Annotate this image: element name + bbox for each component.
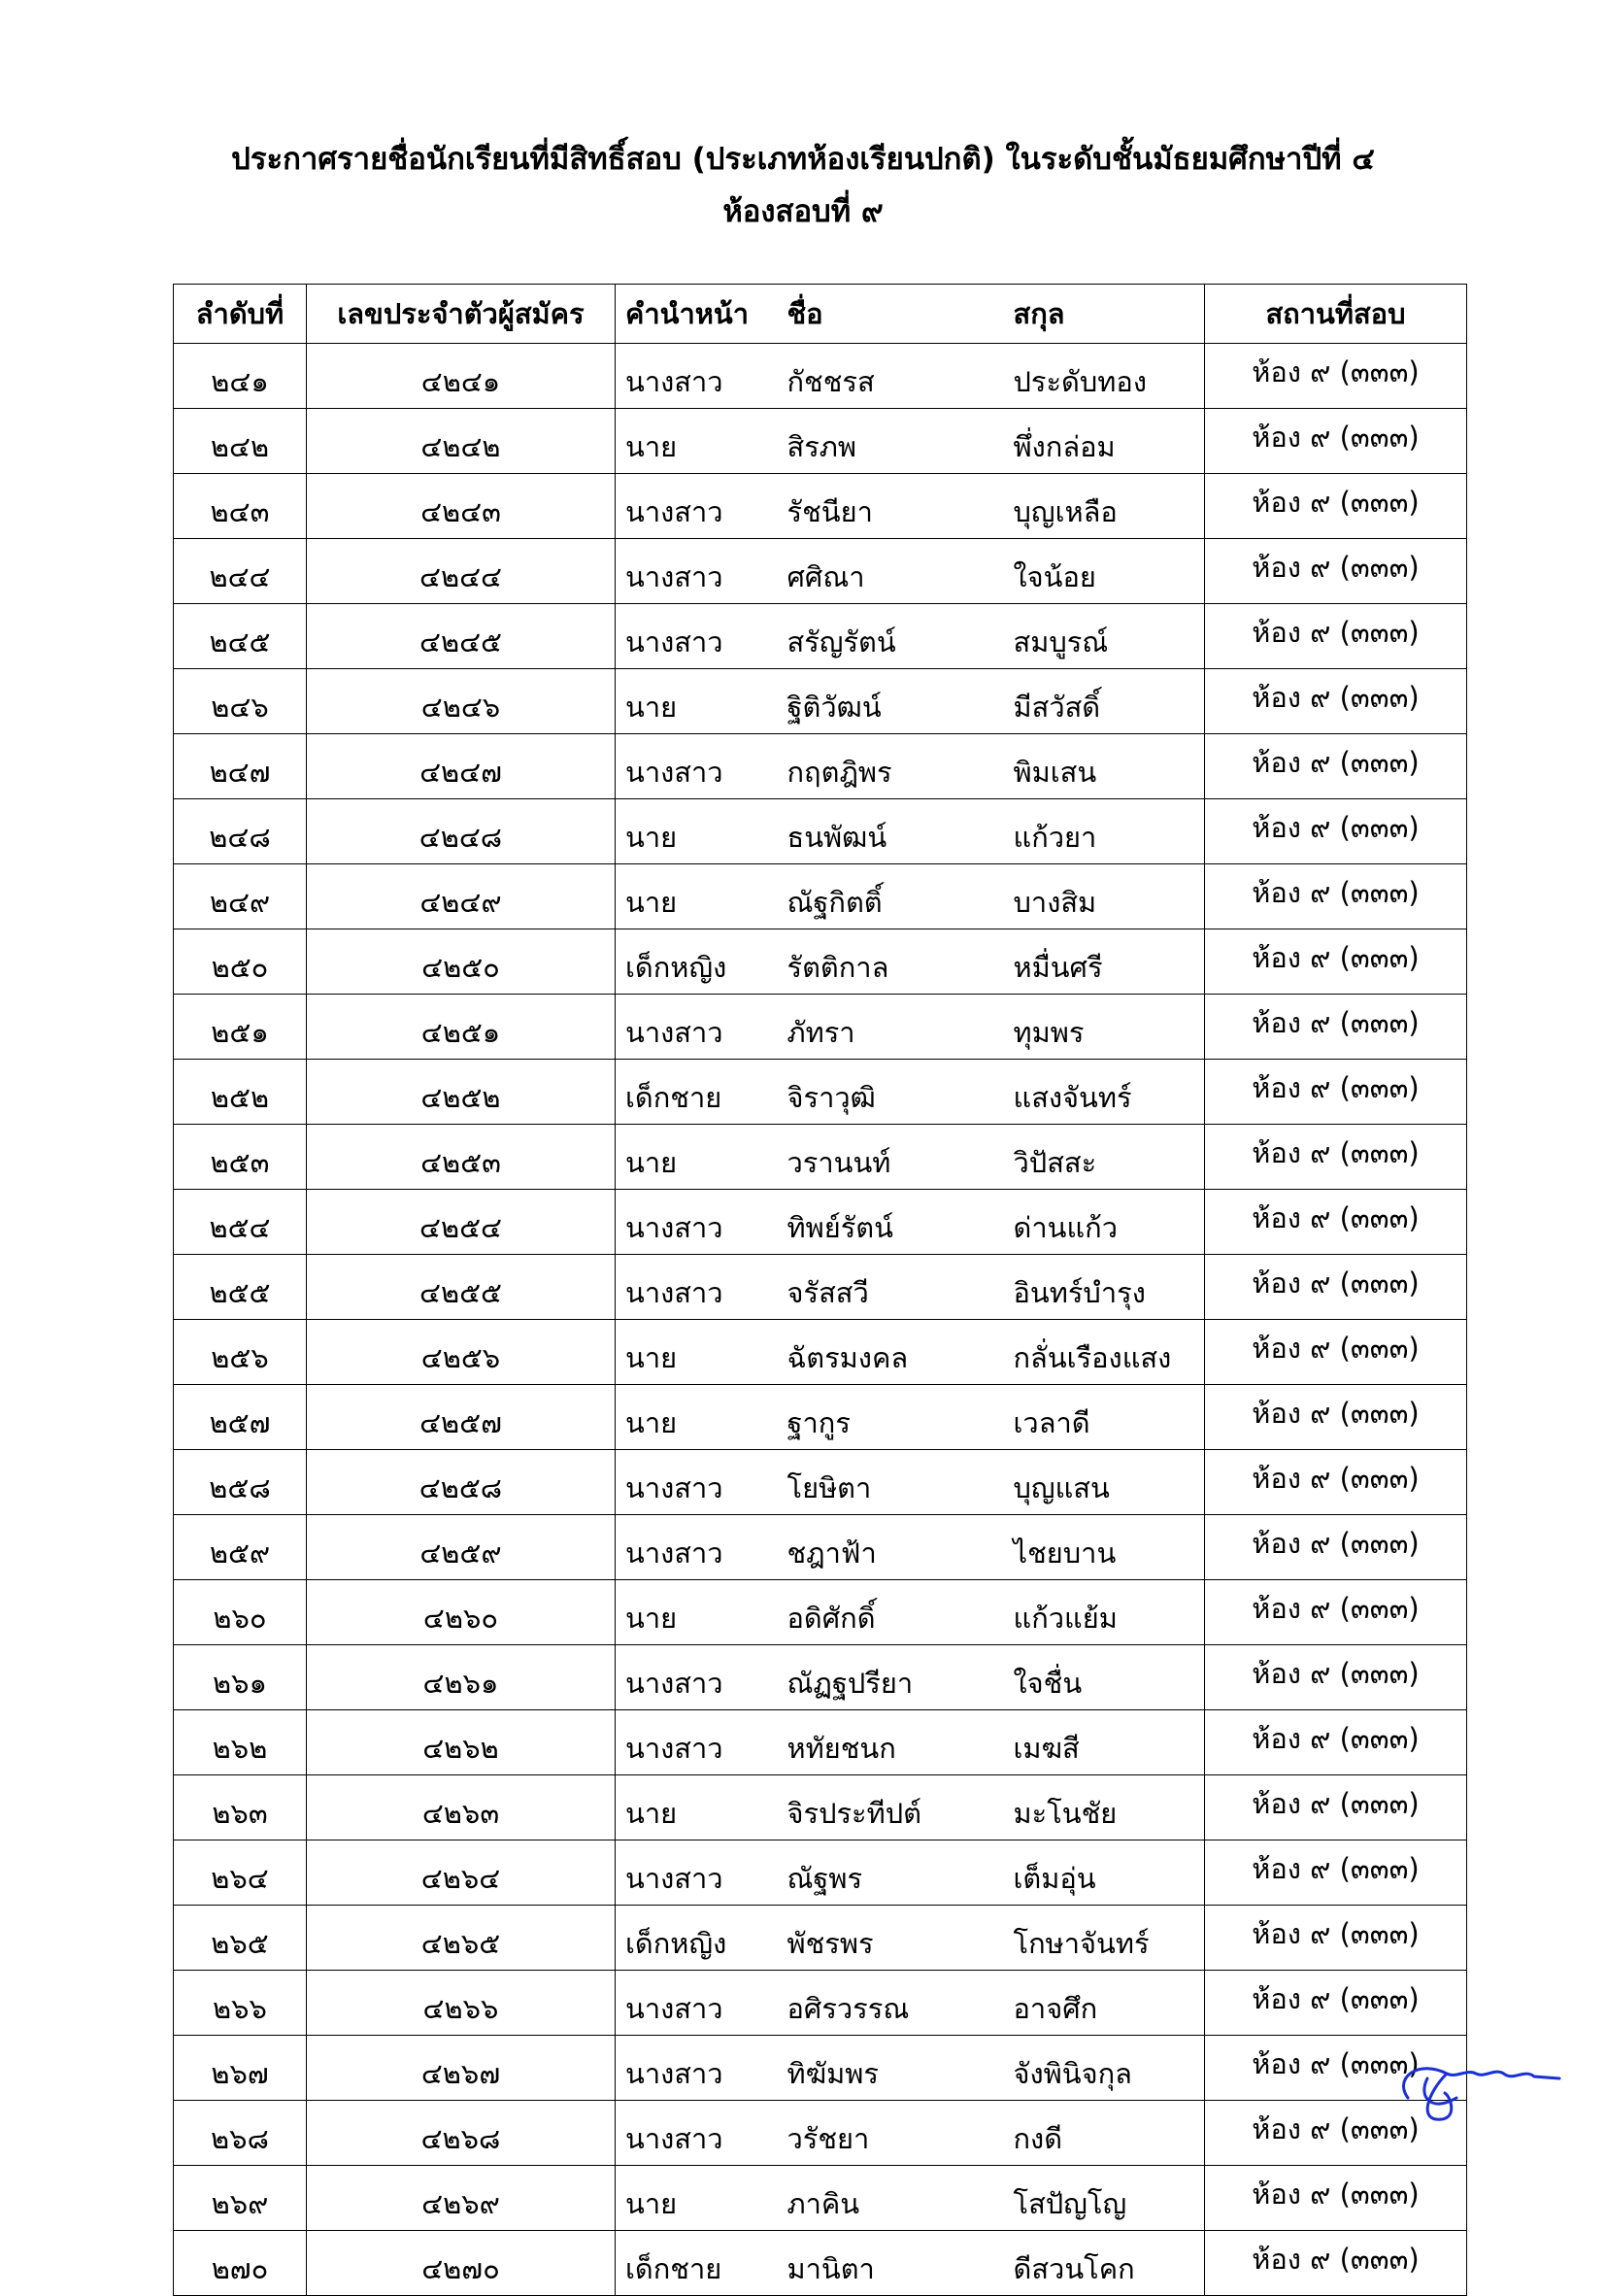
table-row [174, 1970, 1467, 2035]
cell-seq: ๒๖๕ [174, 1905, 307, 1970]
cell-seq: ๒๕๒ [174, 1059, 307, 1124]
cell-applicant-id: ๔๒๗๐ [307, 2230, 616, 2295]
cell-first-name: สิรภพ [778, 408, 1004, 473]
cell-last-name: ด่านแก้ว [1004, 1189, 1205, 1254]
cell-exam-location: ห้อง ๙ (๓๓๓) [1205, 408, 1467, 473]
cell-prefix: นางสาว [616, 2100, 778, 2165]
table-row [174, 1319, 1467, 1384]
cell-applicant-id: ๔๒๔๕ [307, 603, 616, 668]
cell-last-name: แสงจันทร์ [1004, 1059, 1205, 1124]
cell-exam-location: ห้อง ๙ (๓๓๓) [1205, 994, 1467, 1059]
cell-first-name: จิราวุฒิ [778, 1059, 1004, 1124]
table-row [174, 1254, 1467, 1319]
cell-applicant-id: ๔๒๔๑ [307, 343, 616, 408]
table-row [174, 1644, 1467, 1709]
cell-seq: ๒๕๙ [174, 1514, 307, 1579]
cell-prefix: นาย [616, 1124, 778, 1189]
candidate-table [173, 284, 1467, 2296]
cell-last-name: จังพินิจกุล [1004, 2035, 1205, 2100]
cell-prefix: นาย [616, 408, 778, 473]
cell-applicant-id: ๔๒๕๙ [307, 1514, 616, 1579]
cell-exam-location: ห้อง ๙ (๓๓๓) [1205, 2165, 1467, 2230]
cell-exam-location: ห้อง ๙ (๓๓๓) [1205, 733, 1467, 798]
cell-last-name: ใจชื่น [1004, 1644, 1205, 1709]
cell-first-name: ภัทรา [778, 994, 1004, 1059]
cell-applicant-id: ๔๒๕๓ [307, 1124, 616, 1189]
cell-prefix: นางสาว [616, 538, 778, 603]
cell-first-name: ภาคิน [778, 2165, 1004, 2230]
cell-first-name: มานิตา [778, 2230, 1004, 2295]
cell-last-name: หมื่นศรี [1004, 929, 1205, 994]
cell-applicant-id: ๔๒๔๔ [307, 538, 616, 603]
cell-first-name: ทิฆัมพร [778, 2035, 1004, 2100]
cell-exam-location: ห้อง ๙ (๓๓๓) [1205, 1384, 1467, 1449]
cell-last-name: เมฆสี [1004, 1709, 1205, 1774]
cell-last-name: บุญแสน [1004, 1449, 1205, 1514]
cell-prefix: นางสาว [616, 1254, 778, 1319]
table-row [174, 929, 1467, 994]
cell-last-name: วิปัสสะ [1004, 1124, 1205, 1189]
cell-applicant-id: ๔๒๕๔ [307, 1189, 616, 1254]
cell-seq: ๒๗๐ [174, 2230, 307, 2295]
cell-exam-location: ห้อง ๙ (๓๓๓) [1205, 798, 1467, 863]
cell-last-name: อินทร์บำรุง [1004, 1254, 1205, 1319]
page-title: ประกาศรายชื่อนักเรียนที่มีสิทธิ์สอบ (ประเภทห้องเรียนปกติ) ในระดับชั้นมัธยมศึกษาปีที่ ๔ [231, 142, 1375, 177]
cell-last-name: แก้วยา [1004, 798, 1205, 863]
cell-exam-location: ห้อง ๙ (๓๓๓) [1205, 1059, 1467, 1124]
cell-first-name: กัชชรส [778, 343, 1004, 408]
cell-exam-location: ห้อง ๙ (๓๓๓) [1205, 1840, 1467, 1905]
cell-applicant-id: ๔๒๕๑ [307, 994, 616, 1059]
cell-last-name: พิมเสน [1004, 733, 1205, 798]
cell-seq: ๒๖๖ [174, 1970, 307, 2035]
cell-prefix: นาย [616, 798, 778, 863]
header-first-name: ชื่อ [778, 285, 1004, 344]
cell-seq: ๒๕๐ [174, 929, 307, 994]
cell-exam-location: ห้อง ๙ (๓๓๓) [1205, 1254, 1467, 1319]
cell-first-name: วรานนท์ [778, 1124, 1004, 1189]
cell-last-name: เต็มอุ่น [1004, 1840, 1205, 1905]
cell-seq: ๒๔๔ [174, 538, 307, 603]
signature-image [1389, 2040, 1563, 2127]
cell-prefix: นางสาว [616, 1709, 778, 1774]
cell-applicant-id: ๔๒๕๐ [307, 929, 616, 994]
cell-seq: ๒๕๕ [174, 1254, 307, 1319]
cell-applicant-id: ๔๒๖๒ [307, 1709, 616, 1774]
cell-seq: ๒๕๑ [174, 994, 307, 1059]
cell-applicant-id: ๔๒๔๒ [307, 408, 616, 473]
table-row [174, 408, 1467, 473]
cell-seq: ๒๕๓ [174, 1124, 307, 1189]
cell-last-name: มะโนชัย [1004, 1774, 1205, 1840]
cell-exam-location: ห้อง ๙ (๓๓๓) [1205, 603, 1467, 668]
cell-last-name: โกษาจันทร์ [1004, 1905, 1205, 1970]
header-applicant-id: เลขประจำตัวผู้สมัคร [307, 285, 616, 344]
cell-last-name: สมบูรณ์ [1004, 603, 1205, 668]
cell-exam-location: ห้อง ๙ (๓๓๓) [1205, 473, 1467, 538]
cell-first-name: พัชรพร [778, 1905, 1004, 1970]
cell-first-name: ทิพย์รัตน์ [778, 1189, 1004, 1254]
cell-applicant-id: ๔๒๖๕ [307, 1905, 616, 1970]
cell-first-name: จิรประทีปต์ [778, 1774, 1004, 1840]
cell-last-name: แก้วแย้ม [1004, 1579, 1205, 1644]
cell-seq: ๒๔๒ [174, 408, 307, 473]
table-row [174, 1059, 1467, 1124]
cell-first-name: วรัชยา [778, 2100, 1004, 2165]
cell-applicant-id: ๔๒๖๙ [307, 2165, 616, 2230]
cell-prefix: นาย [616, 863, 778, 929]
cell-seq: ๒๕๔ [174, 1189, 307, 1254]
cell-first-name: ธนพัฒน์ [778, 798, 1004, 863]
cell-applicant-id: ๔๒๔๙ [307, 863, 616, 929]
cell-seq: ๒๖๘ [174, 2100, 307, 2165]
cell-prefix: นางสาว [616, 2035, 778, 2100]
table-row [174, 863, 1467, 929]
cell-prefix: นางสาว [616, 473, 778, 538]
cell-applicant-id: ๔๒๕๕ [307, 1254, 616, 1319]
cell-seq: ๒๔๙ [174, 863, 307, 929]
cell-first-name: กฤตฎิพร [778, 733, 1004, 798]
cell-seq: ๒๖๑ [174, 1644, 307, 1709]
table-row [174, 1189, 1467, 1254]
header-last-name: สกุล [1004, 285, 1205, 344]
cell-last-name: โสปัญโญ [1004, 2165, 1205, 2230]
cell-first-name: ฉัตรมงคล [778, 1319, 1004, 1384]
cell-prefix: นาย [616, 1319, 778, 1384]
table-row [174, 2165, 1467, 2230]
cell-prefix: เด็กชาย [616, 1059, 778, 1124]
cell-last-name: บุญเหลือ [1004, 473, 1205, 538]
cell-exam-location: ห้อง ๙ (๓๓๓) [1205, 1319, 1467, 1384]
cell-prefix: นางสาว [616, 994, 778, 1059]
cell-applicant-id: ๔๒๖๘ [307, 2100, 616, 2165]
cell-last-name: ใจน้อย [1004, 538, 1205, 603]
cell-last-name: กงดี [1004, 2100, 1205, 2165]
cell-first-name: ฐิติวัฒน์ [778, 668, 1004, 733]
cell-applicant-id: ๔๒๖๖ [307, 1970, 616, 2035]
table-header-row [174, 285, 1467, 344]
cell-exam-location: ห้อง ๙ (๓๓๓) [1205, 2230, 1467, 2295]
cell-first-name: อดิศักดิ์ [778, 1579, 1004, 1644]
cell-prefix: นางสาว [616, 1189, 778, 1254]
cell-last-name: มีสวัสดิ์ [1004, 668, 1205, 733]
cell-prefix: นางสาว [616, 1514, 778, 1579]
cell-exam-location: ห้อง ๙ (๓๓๓) [1205, 668, 1467, 733]
table-row [174, 1905, 1467, 1970]
cell-prefix: นาย [616, 668, 778, 733]
cell-exam-location: ห้อง ๙ (๓๓๓) [1205, 1189, 1467, 1254]
cell-prefix: นาย [616, 1384, 778, 1449]
cell-applicant-id: ๔๒๖๗ [307, 2035, 616, 2100]
cell-exam-location: ห้อง ๙ (๓๓๓) [1205, 863, 1467, 929]
page-subtitle-exam-room: ห้องสอบที่ ๙ [722, 194, 884, 229]
cell-exam-location: ห้อง ๙ (๓๓๓) [1205, 1644, 1467, 1709]
table-row [174, 1514, 1467, 1579]
cell-first-name: ณัฏฐปรียา [778, 1644, 1004, 1709]
cell-exam-location: ห้อง ๙ (๓๓๓) [1205, 1970, 1467, 2035]
header-exam-location: สถานที่สอบ [1205, 285, 1467, 344]
cell-exam-location: ห้อง ๙ (๓๓๓) [1205, 1709, 1467, 1774]
table-row [174, 733, 1467, 798]
cell-applicant-id: ๔๒๖๓ [307, 1774, 616, 1840]
cell-applicant-id: ๔๒๖๐ [307, 1579, 616, 1644]
table-row [174, 2230, 1467, 2295]
cell-applicant-id: ๔๒๖๔ [307, 1840, 616, 1905]
cell-seq: ๒๖๔ [174, 1840, 307, 1905]
cell-prefix: นางสาว [616, 1840, 778, 1905]
cell-last-name: ประดับทอง [1004, 343, 1205, 408]
cell-exam-location: ห้อง ๙ (๓๓๓) [1205, 2035, 1467, 2100]
cell-applicant-id: ๔๒๔๗ [307, 733, 616, 798]
table-row [174, 798, 1467, 863]
cell-seq: ๒๕๗ [174, 1384, 307, 1449]
table-row [174, 1449, 1467, 1514]
cell-last-name: พึ่งกล่อม [1004, 408, 1205, 473]
table-row [174, 1774, 1467, 1840]
cell-applicant-id: ๔๒๔๘ [307, 798, 616, 863]
cell-seq: ๒๖๒ [174, 1709, 307, 1774]
table-row [174, 343, 1467, 408]
cell-first-name: ชฎาฟ้า [778, 1514, 1004, 1579]
cell-exam-location: ห้อง ๙ (๓๓๓) [1205, 1449, 1467, 1514]
cell-exam-location: ห้อง ๙ (๓๓๓) [1205, 1774, 1467, 1840]
table-row [174, 473, 1467, 538]
cell-applicant-id: ๔๒๕๒ [307, 1059, 616, 1124]
cell-first-name: หทัยชนก [778, 1709, 1004, 1774]
cell-exam-location: ห้อง ๙ (๓๓๓) [1205, 538, 1467, 603]
cell-prefix: นางสาว [616, 1970, 778, 2035]
cell-last-name: ดีสวนโคก [1004, 2230, 1205, 2295]
cell-seq: ๒๖๐ [174, 1579, 307, 1644]
table-row [174, 994, 1467, 1059]
table-row [174, 1384, 1467, 1449]
table-row [174, 603, 1467, 668]
cell-last-name: ไชยบาน [1004, 1514, 1205, 1579]
cell-applicant-id: ๔๒๔๖ [307, 668, 616, 733]
table-row [174, 668, 1467, 733]
table-row [174, 1840, 1467, 1905]
cell-seq: ๒๕๘ [174, 1449, 307, 1514]
cell-prefix: นาย [616, 1774, 778, 1840]
header-seq: ลำดับที่ [174, 285, 307, 344]
cell-first-name: ณัฐพร [778, 1840, 1004, 1905]
cell-prefix: นาย [616, 1579, 778, 1644]
cell-seq: ๒๔๑ [174, 343, 307, 408]
cell-first-name: ณัฐกิตติ์ [778, 863, 1004, 929]
cell-seq: ๒๔๘ [174, 798, 307, 863]
cell-prefix: เด็กชาย [616, 2230, 778, 2295]
cell-exam-location: ห้อง ๙ (๓๓๓) [1205, 1514, 1467, 1579]
cell-seq: ๒๔๗ [174, 733, 307, 798]
cell-applicant-id: ๔๒๕๖ [307, 1319, 616, 1384]
cell-last-name: บางสิม [1004, 863, 1205, 929]
table-row [174, 2035, 1467, 2100]
cell-last-name: กลั่นเรืองแสง [1004, 1319, 1205, 1384]
cell-seq: ๒๕๖ [174, 1319, 307, 1384]
cell-first-name: ฐากูร [778, 1384, 1004, 1449]
cell-applicant-id: ๔๒๕๘ [307, 1449, 616, 1514]
table-row [174, 1124, 1467, 1189]
cell-first-name: อศิรวรรณ [778, 1970, 1004, 2035]
cell-first-name: รัชนียา [778, 473, 1004, 538]
cell-prefix: นางสาว [616, 1644, 778, 1709]
cell-seq: ๒๔๓ [174, 473, 307, 538]
cell-prefix: นางสาว [616, 1449, 778, 1514]
cell-prefix: นางสาว [616, 733, 778, 798]
table-row [174, 1579, 1467, 1644]
cell-prefix: เด็กหญิง [616, 1905, 778, 1970]
cell-first-name: สรัญรัตน์ [778, 603, 1004, 668]
cell-seq: ๒๖๓ [174, 1774, 307, 1840]
table-row [174, 2100, 1467, 2165]
cell-last-name: ทุมพร [1004, 994, 1205, 1059]
cell-last-name: เวลาดี [1004, 1384, 1205, 1449]
cell-exam-location: ห้อง ๙ (๓๓๓) [1205, 1905, 1467, 1970]
cell-first-name: รัตติกาล [778, 929, 1004, 994]
cell-seq: ๒๔๕ [174, 603, 307, 668]
cell-prefix: นางสาว [616, 603, 778, 668]
cell-first-name: ศศิณา [778, 538, 1004, 603]
cell-seq: ๒๖๙ [174, 2165, 307, 2230]
cell-applicant-id: ๔๒๔๓ [307, 473, 616, 538]
cell-first-name: โยษิตา [778, 1449, 1004, 1514]
cell-exam-location: ห้อง ๙ (๓๓๓) [1205, 929, 1467, 994]
cell-prefix: นาย [616, 2165, 778, 2230]
cell-applicant-id: ๔๒๖๑ [307, 1644, 616, 1709]
cell-last-name: อาจศึก [1004, 1970, 1205, 2035]
cell-seq: ๒๖๗ [174, 2035, 307, 2100]
cell-exam-location: ห้อง ๙ (๓๓๓) [1205, 343, 1467, 408]
cell-first-name: จรัสสวี [778, 1254, 1004, 1319]
cell-exam-location: ห้อง ๙ (๓๓๓) [1205, 1124, 1467, 1189]
header-prefix: คำนำหน้า [616, 285, 778, 344]
cell-seq: ๒๔๖ [174, 668, 307, 733]
cell-exam-location: ห้อง ๙ (๓๓๓) [1205, 2100, 1467, 2165]
cell-applicant-id: ๔๒๕๗ [307, 1384, 616, 1449]
cell-prefix: นางสาว [616, 343, 778, 408]
cell-prefix: เด็กหญิง [616, 929, 778, 994]
table-row [174, 538, 1467, 603]
table-row [174, 1709, 1467, 1774]
cell-exam-location: ห้อง ๙ (๓๓๓) [1205, 1579, 1467, 1644]
